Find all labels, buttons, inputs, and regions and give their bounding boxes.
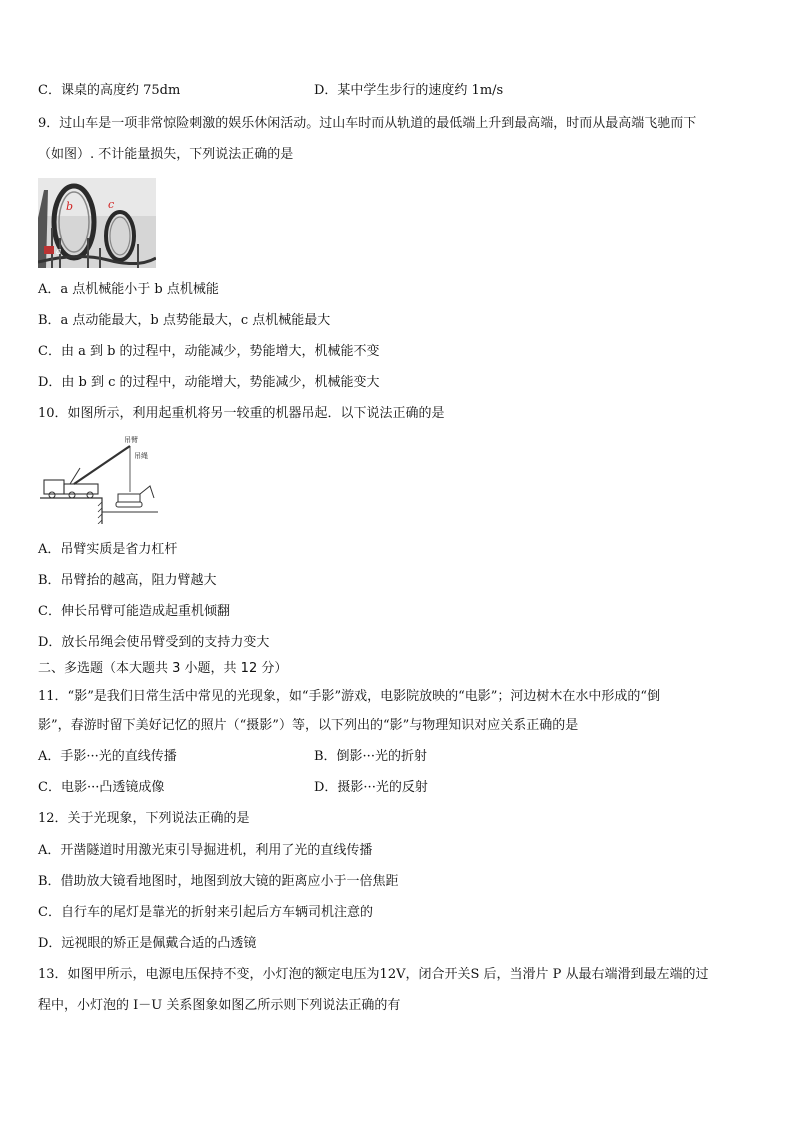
q8-option-c: C．课桌的高度约 75dm — [38, 83, 181, 98]
q8-option-d: D．某中学生步行的速度约 1m/s — [314, 83, 504, 98]
q11-option-b: B．倒影···光的折射 — [314, 749, 427, 764]
q9-option-b: B．a 点动能最大，b 点势能最大，c 点机械能最大 — [38, 313, 331, 328]
q11-stem-line2: 影”，春游时留下美好记忆的照片（“摄影”）等，以下列出的“影”与物理知识对应关系正确的是 — [38, 718, 579, 733]
roller-coaster-figure — [38, 178, 156, 268]
q11-option-d: D．摄影···光的反射 — [314, 780, 428, 795]
q13-stem-line1: 13．如图甲所示，电源电压保持不变，小灯泡的额定电压为12V，闭合开关S 后，当滑片 P 从最右端滑到最左端的过 — [38, 967, 709, 982]
q11-option-a: A．手影···光的直线传播 — [38, 749, 177, 764]
label-rope: 吊绳 — [134, 452, 148, 460]
crane-figure — [40, 432, 158, 524]
section-heading-multiple-choice: 二、多选题（本大题共 3 小题，共 12 分） — [38, 661, 288, 676]
q13-stem-line2: 程中，小灯泡的 I－U 关系图象如图乙所示则下列说法正确的有 — [38, 998, 401, 1013]
q10-option-b: B．吊臂抬的越高，阻力臂越大 — [38, 573, 217, 588]
q12-option-c: C．自行车的尾灯是靠光的折射来引起后方车辆司机注意的 — [38, 905, 373, 920]
q9-option-c: C．由 a 到 b 的过程中，动能减少，势能增大，机械能不变 — [38, 344, 380, 359]
q11-stem-line1: 11．“影”是我们日常生活中常见的光现象，如“手影”游戏，电影院放映的“电影”；河边树木在水中形成的“倒 — [38, 689, 661, 704]
label-boom: 吊臂 — [124, 436, 138, 444]
q10-option-a: A．吊臂实质是省力杠杆 — [38, 542, 178, 557]
q12-option-d: D．远视眼的矫正是佩戴合适的凸透镜 — [38, 936, 257, 951]
q9-option-a: A．a 点机械能小于 b 点机械能 — [38, 282, 219, 297]
q11-option-c: C．电影···凸透镜成像 — [38, 780, 165, 795]
figure-label-b: b — [66, 200, 74, 213]
figure-label-a: a — [56, 247, 62, 257]
figure-label-c: c — [108, 198, 115, 211]
q12-option-b: B．借助放大镜看地图时，地图到放大镜的距离应小于一倍焦距 — [38, 874, 399, 889]
q9-option-d: D．由 b 到 c 的过程中，动能增大，势能减少，机械能变大 — [38, 375, 380, 390]
roller-coaster-image — [38, 178, 156, 268]
q10-option-c: C．伸长吊臂可能造成起重机倾翻 — [38, 604, 230, 619]
q10-option-d: D．放长吊绳会使吊臂受到的支持力变大 — [38, 635, 270, 650]
crane-diagram — [40, 432, 158, 524]
q9-stem-line2: （如图）. 不计能量损失，下列说法正确的是 — [38, 147, 294, 162]
q10-stem: 10．如图所示，利用起重机将另一较重的机器吊起．以下说法正确的是 — [38, 406, 445, 421]
q12-stem: 12．关于光现象，下列说法正确的是 — [38, 811, 250, 826]
q12-option-a: A．开凿隧道时用激光束引导掘进机，利用了光的直线传播 — [38, 843, 373, 858]
q9-stem-line1: 9．过山车是一项非常惊险刺激的娱乐休闲活动。过山车时而从轨道的最低端上升到最高端，时而从最高端飞驰而下 — [38, 116, 697, 131]
